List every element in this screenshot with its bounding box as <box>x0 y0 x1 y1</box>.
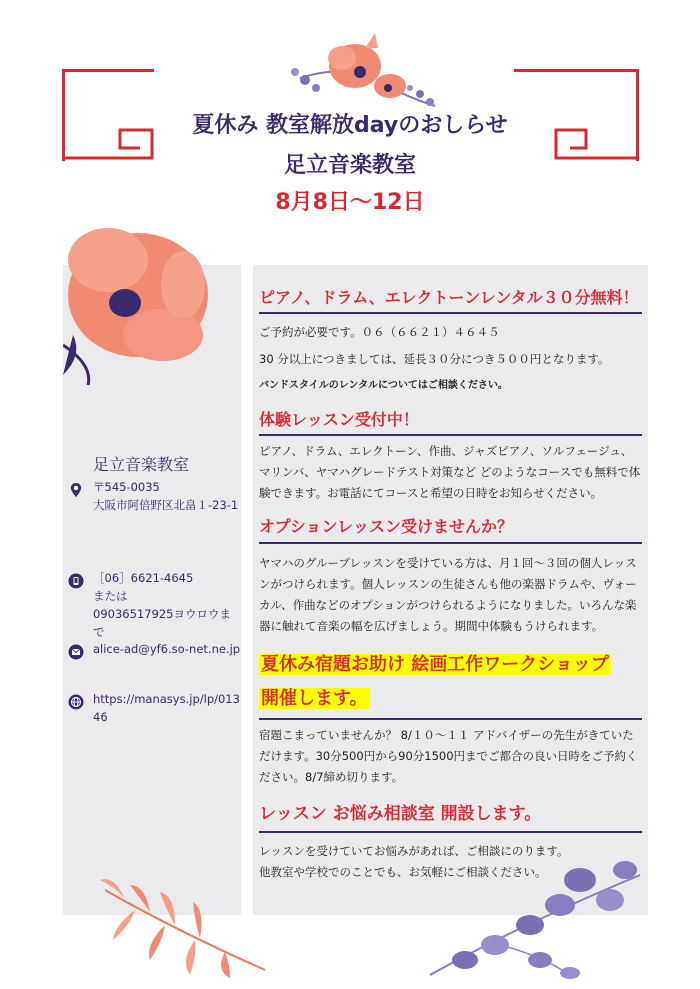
consult-line-1: レッスンを受けていてお悩みがあれば、ご相談にのります。 <box>259 844 569 858</box>
location-pin-icon <box>68 482 84 498</box>
trial-divider <box>259 434 642 436</box>
workshop-heading-highlight-2: 開催します。 <box>261 688 368 709</box>
trial-heading: 体験レッスン受付中！ <box>259 410 419 429</box>
rental-line-1: ご予約が必要です。０６（６６２１）４６４５ <box>259 325 500 339</box>
email-icon <box>68 644 84 660</box>
sidebar-school-name: 足立音楽教室 <box>93 455 190 474</box>
page-title: 夏休み 教室解放dayのおしらせ <box>192 113 508 138</box>
option-heading: オプションレッスン受けませんか？ <box>259 517 514 536</box>
frame-top-right <box>514 69 639 72</box>
option-body: ヤマハのグループレッスンを受けている方は、月１回～３回の個人レッスンがつけられます。個人レッスンの生徒さんも他の楽器ドラムや、ヴォーカル、作曲などのオプションがつけられるようになりました。いろんな楽器に触れて音楽の幅を広げましょう。期間中体験もうけられます。 <box>259 556 637 633</box>
globe-icon <box>68 694 84 710</box>
sidebar-website[interactable]: https://manasys.jp/lp/01346 <box>93 692 240 724</box>
rental-line-2: 30 分以上につきましては、延長３０分につき５００円となります。 <box>259 352 610 366</box>
sidebar-address: 〒545-0035 大阪市阿倍野区北畠１-23-1 <box>93 480 239 512</box>
workshop-heading-line-2 <box>259 683 642 715</box>
page-school-name: 足立音楽教室 <box>283 153 416 178</box>
coral-leaf-illustration <box>95 870 275 980</box>
workshop-heading-line-1 <box>259 649 642 681</box>
consult-divider <box>259 831 642 833</box>
workshop-body: 宿題こまっていませんか？ 8/１０～１１ アドバイザーの先生がきていただけます。30分500円から90分1500円までご都合の良い日時をご予約ください。8/7締め切ります。 <box>259 728 638 784</box>
rental-divider <box>259 312 642 314</box>
option-divider <box>259 542 642 544</box>
poppy-flower-illustration <box>63 215 213 385</box>
consult-line-2: 他教室や学校でのことでも、お気軽にご相談ください。 <box>259 865 547 879</box>
trial-body: ピアノ、ドラム、エレクトーン、作曲、ジャズピアノ、ソルフェージュ、マリンバ、ヤマハグレードテスト対策など どのようなコースでも無料で体験できます。お電話にてコースと希望の日時をお知らせください。 <box>259 444 641 500</box>
purple-berry-branch-illustration <box>420 855 650 980</box>
page-dates: 8月8日～12日 <box>275 190 425 215</box>
consult-heading: レッスン お悩み相談室 開設します。 <box>259 804 542 824</box>
workshop-heading-highlight-1: 夏休み宿題お助け 絵画工作ワークショップ <box>261 654 609 675</box>
rental-note: バンドスタイルのレンタルについてはご相談ください。 <box>259 380 508 391</box>
rental-heading: ピアノ、ドラム、エレクトーンレンタル３０分無料！ <box>259 288 639 307</box>
phone-icon <box>68 573 84 589</box>
sidebar-email[interactable]: alice-ad@yf6.so-net.ne.jp <box>93 642 241 656</box>
top-flower-illustration <box>270 28 450 108</box>
workshop-divider <box>259 718 642 720</box>
frame-top-left <box>62 69 154 72</box>
sidebar-phone: ［06］6621-4645 または 09036517925ヨウロウまで <box>93 571 231 639</box>
